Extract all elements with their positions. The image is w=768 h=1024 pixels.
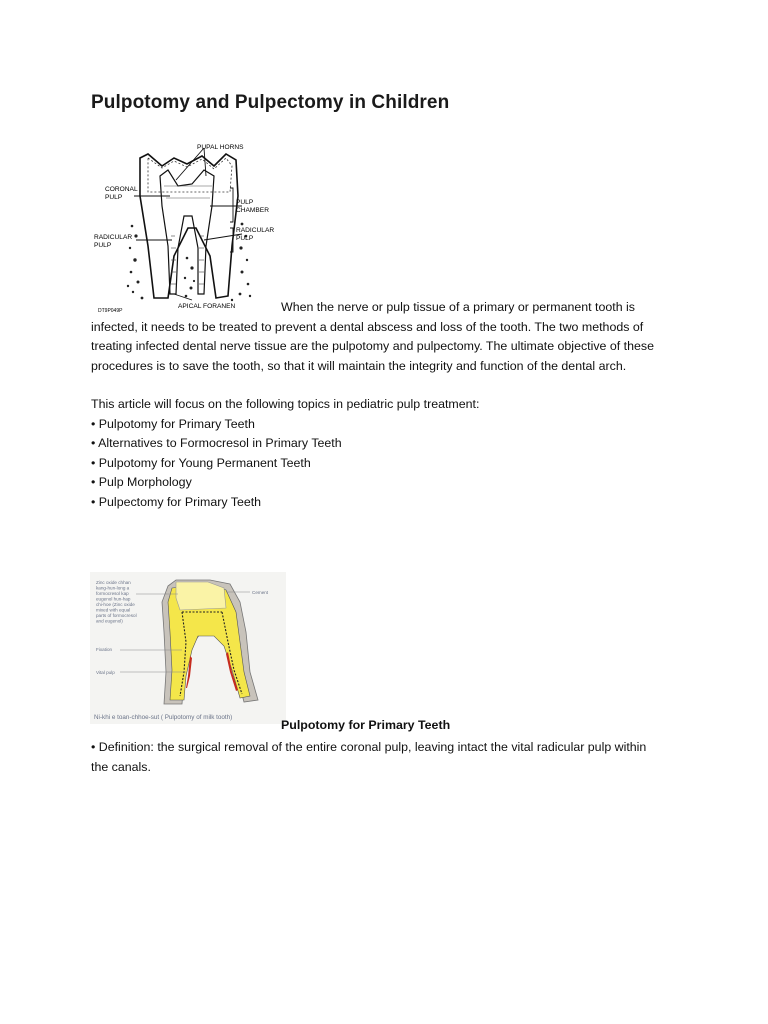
tooth-outline xyxy=(140,154,238,298)
label-zinc-oxide-1: Zinc oxide chhan xyxy=(96,580,131,585)
paragraph1-first-line: When the nerve or pulp tissue of a primary or permanent tooth is xyxy=(281,300,635,314)
crown-filling xyxy=(176,582,226,610)
label-zinc-oxide-3: formocresol kap xyxy=(96,591,129,596)
label-cement: Cement xyxy=(252,590,269,595)
definition-paragraph xyxy=(91,738,646,777)
list-item: • Pulpotomy for Primary Teeth xyxy=(91,416,255,431)
label-radicular-right-1: RADICULAR xyxy=(236,227,275,234)
paragraph1-line: treating infected dental nerve tissue are the pulpotomy and pulpectomy. The ultimate objective of these xyxy=(91,339,654,353)
paragraph1-line: procedures is to save the tooth, so that it will maintain the integrity and function of the dental arch. xyxy=(91,358,627,373)
figure2-caption: Ni-khi e toan-chhoe-sut ( Pulpotomy of milk tooth) xyxy=(94,714,233,721)
label-pulp-chamber-2: CHAMBER xyxy=(236,207,269,214)
label-zinc-oxide-4: eugenol hun-hap xyxy=(96,596,131,602)
label-zinc-oxide-5: chi-hoe (Zinc oxide xyxy=(96,602,135,607)
label-pulp-chamber-1: PULP xyxy=(236,199,254,206)
list-item: • Pulpotomy for Young Permanent Teeth xyxy=(91,455,311,470)
topics-list xyxy=(91,415,342,513)
label-radicular-right-2: PULP xyxy=(236,235,254,242)
topics-intro: This article will focus on the following topics in pediatric pulp treatment: xyxy=(91,397,480,411)
label-coronal-pulp: PULP xyxy=(105,194,123,201)
label-vital-pulp: Vital pulp xyxy=(96,670,115,675)
label-pupal-horns: PUPAL HORNS xyxy=(197,144,244,151)
definition-line: the canals. xyxy=(91,759,151,774)
pulp-chamber xyxy=(160,170,214,294)
label-zinc-oxide-7: parts of formocresol xyxy=(96,613,137,618)
tooth-anatomy-figure xyxy=(92,136,282,314)
label-radicular-left-1: RADICULAR xyxy=(94,234,133,241)
label-fixation: Fixation xyxy=(96,647,113,652)
definition-line: • Definition: the surgical removal of the entire coronal pulp, leaving intact the vital radicular pulp within xyxy=(91,740,647,754)
page-title: Pulpotomy and Pulpectomy in Children xyxy=(91,92,450,113)
label-zinc-oxide-6: mixed with equal xyxy=(96,607,131,613)
section-heading: Pulpotomy for Primary Teeth xyxy=(281,718,451,732)
list-item: • Pulp Morphology xyxy=(91,475,192,489)
label-zinc-oxide-2: kang-hun-long a xyxy=(96,585,130,591)
paragraph1-body xyxy=(91,318,691,377)
label-radicular-left-2: PULP xyxy=(94,242,112,249)
list-item: • Alternatives to Formocresol in Primary Teeth xyxy=(91,436,342,450)
label-figure-code: DT9P049P xyxy=(98,308,123,314)
label-coronal: CORONAL xyxy=(105,186,138,193)
paragraph1-line: infected, it needs to be treated to prevent a dental abscess and loss of the tooth. The two methods of xyxy=(91,319,644,334)
label-zinc-oxide-8: and eugenol) xyxy=(96,618,123,624)
pulpotomy-figure xyxy=(90,572,286,724)
list-item: • Pulpectomy for Primary Teeth xyxy=(91,494,262,509)
label-apical-foramen: APICAL FORANEN xyxy=(178,303,236,310)
